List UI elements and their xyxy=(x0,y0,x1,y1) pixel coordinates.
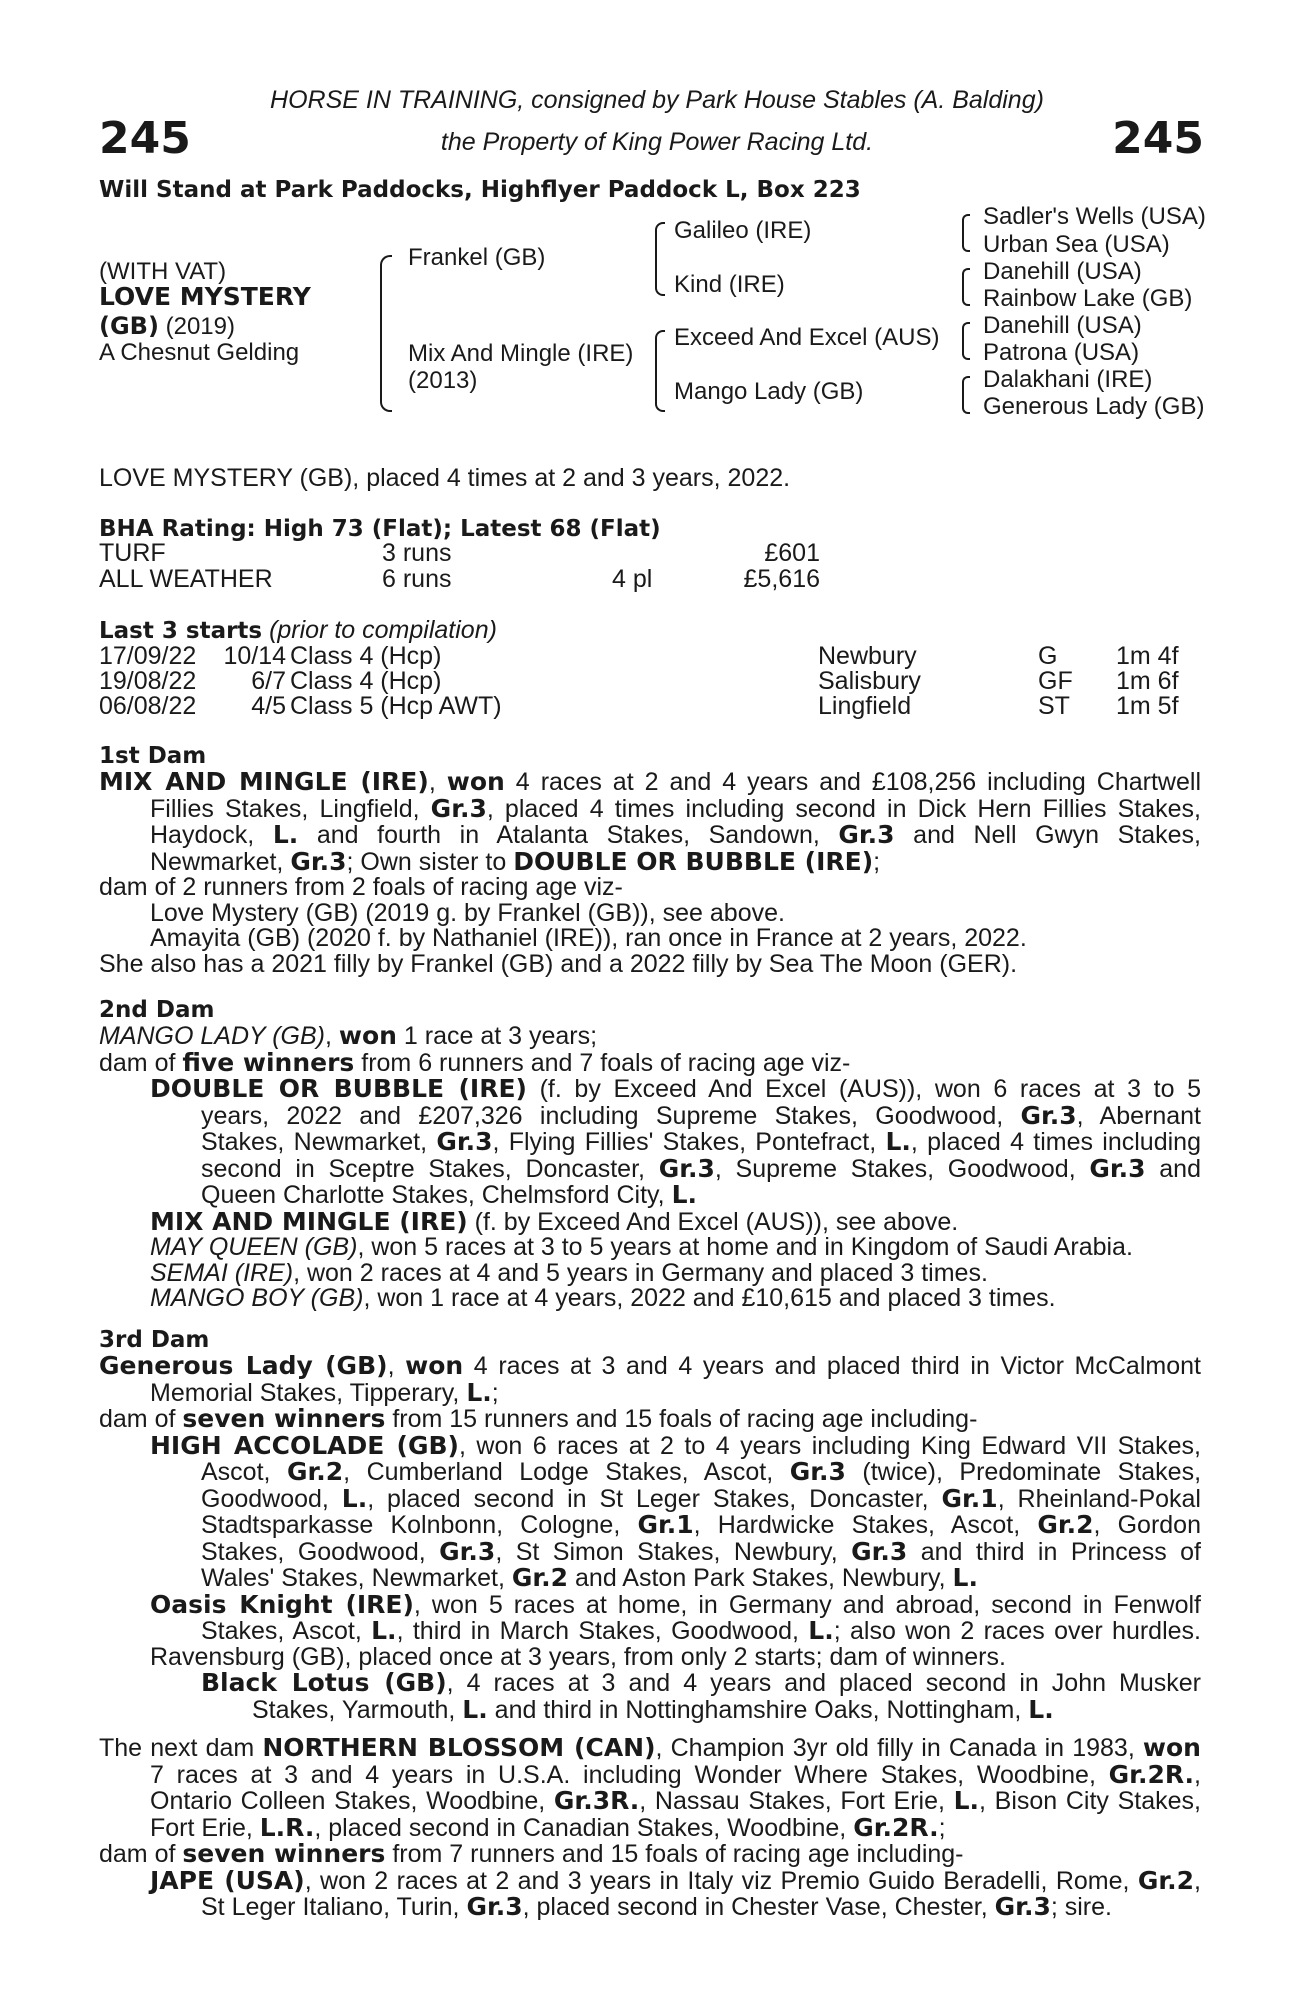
g4-1: Sadler's Wells (USA) xyxy=(983,203,1206,230)
horse-country: (GB) xyxy=(99,312,159,340)
last-starts-heading xyxy=(99,618,497,645)
third-dam-title: 3rd Dam xyxy=(99,1327,210,1353)
horse-year: (2019) xyxy=(165,313,235,340)
g4-8: Generous Lady (GB) xyxy=(983,393,1205,420)
rating-surface: TURF xyxy=(99,539,166,567)
dam-line: 7 races at 3 and 4 years in U.S.A. including Wonder Where Stakes, Woodbine, Gr.2R., xyxy=(150,1759,1201,1789)
horse-name: LOVE MYSTERY xyxy=(99,282,311,311)
second-dam-title: 2nd Dam xyxy=(99,997,215,1023)
pedigree-brace-g3-2 xyxy=(962,268,970,306)
g4-5: Danehill (USA) xyxy=(983,312,1142,339)
bha-rating: BHA Rating: High 73 (Flat); Latest 68 (Flat) xyxy=(99,516,661,542)
last-starts-note: (prior to compilation) xyxy=(269,616,497,644)
dam-line: Generous Lady (GB), won 4 races at 3 and 4 years and placed third in Victor McCalmont xyxy=(99,1351,1201,1380)
dam-line: MIX AND MINGLE (IRE), won 4 races at 2 and 4 years and £108,256 including Chartwell xyxy=(99,767,1202,796)
dam-line: MANGO BOY (GB), won 1 race at 4 years, 2022 and £10,615 and placed 3 times. xyxy=(150,1284,1056,1312)
rating-surface: ALL WEATHER xyxy=(99,565,273,593)
dam-line: dam of seven winners from 15 runners and 15 foals of racing age including- xyxy=(99,1404,978,1433)
dam-line: Fillies Stakes, Lingfield, Gr.3, placed 4 times including second in Dick Hern Fillies Stakes, xyxy=(150,793,1201,823)
sire: Frankel (GB) xyxy=(408,244,546,271)
race-summary: LOVE MYSTERY (GB), placed 4 times at 2 and 3 years, 2022. xyxy=(99,464,791,492)
start-going: G xyxy=(1038,642,1058,670)
second-dam-section xyxy=(99,1023,1201,1312)
property-line: the Property of King Power Racing Ltd. xyxy=(440,128,874,156)
dam-line: Haydock, L. and fourth in Atalanta Stakes, Sandown, Gr.3 and Nell Gwyn Stakes, xyxy=(150,820,1201,849)
dam-line: Wales' Stakes, Newmarket, Gr.2 and Aston Park Stakes, Newbury, L. xyxy=(201,1563,978,1592)
next-dam-section xyxy=(99,1735,1201,1921)
horse-description: A Chesnut Gelding xyxy=(99,339,300,366)
g4-7: Dalakhani (IRE) xyxy=(983,366,1153,393)
third-dam-section xyxy=(99,1353,1201,1723)
dam-line: MAY QUEEN (GB), won 5 races at 3 to 5 years at home and in Kingdom of Saudi Arabia. xyxy=(150,1233,1133,1261)
g4-6: Patrona (USA) xyxy=(983,339,1140,366)
start-date: 19/08/22 xyxy=(99,667,197,695)
dam-line: dam of seven winners from 7 runners and 15 foals of racing age including- xyxy=(99,1839,964,1868)
last-starts-title: Last 3 starts xyxy=(99,618,263,644)
start-going: GF xyxy=(1038,667,1073,695)
sire-sire: Galileo (IRE) xyxy=(674,217,812,244)
dam-line: Stakes, Newmarket, Gr.3, Flying Fillies' Stakes, Pontefract, L., placed 4 times including xyxy=(201,1127,1201,1156)
start-distance: 1m 5f xyxy=(1116,692,1179,720)
dam-line: Memorial Stakes, Tipperary, L.; xyxy=(150,1377,499,1407)
lot-number-left: 245 xyxy=(99,113,191,164)
dam-year: (2013) xyxy=(408,367,478,394)
dam-line: Stadtsparkasse Kolnbonn, Cologne, Gr.1, Hardwicke Stakes, Ascot, Gr.2, Gordon xyxy=(201,1510,1201,1539)
dam-line: She also has a 2021 filly by Frankel (GB) and a 2022 filly by Sea The Moon (GER). xyxy=(99,949,1018,978)
vat-note: (WITH VAT) xyxy=(99,258,227,285)
g4-4: Rainbow Lake (GB) xyxy=(983,285,1193,312)
dam-line: Newmarket, Gr.3; Own sister to DOUBLE OR BUBBLE (IRE); xyxy=(150,846,881,876)
dam-line: second in Sceptre Stakes, Doncaster, Gr.3, Supreme Stakes, Goodwood, Gr.3 and xyxy=(201,1153,1201,1183)
dam-line: SEMAI (IRE), won 2 races at 4 and 5 years in Germany and placed 3 times. xyxy=(150,1258,988,1287)
start-position: 4/5 xyxy=(251,692,286,720)
g4-2: Urban Sea (USA) xyxy=(983,231,1170,258)
lot-number-right: 245 xyxy=(1112,113,1204,164)
start-date: 17/09/22 xyxy=(99,642,197,670)
rating-prize: £5,616 xyxy=(743,565,820,593)
dam-line: DOUBLE OR BUBBLE (IRE) (f. by Exceed And Excel (AUS)), won 6 races at 3 to 5 xyxy=(150,1074,1201,1103)
dam-line: MANGO LADY (GB), won 1 race at 3 years; xyxy=(99,1021,598,1050)
first-dam-section xyxy=(99,769,1201,977)
dam-line: Love Mystery (GB) (2019 g. by Frankel (GB)), see above. xyxy=(150,898,785,927)
dam-dam: Mango Lady (GB) xyxy=(674,378,864,405)
dam-line: St Leger Italiano, Turin, Gr.3, placed second in Chester Vase, Chester, Gr.3; sire. xyxy=(201,1892,1112,1921)
dam-line: dam of 2 runners from 2 foals of racing age viz- xyxy=(99,873,623,901)
start-position: 6/7 xyxy=(251,667,286,695)
pedigree-brace-g3-3 xyxy=(962,322,970,360)
rating-runs: 6 runs xyxy=(382,565,452,593)
dam-line: dam of five winners from 6 runners and 7 foals of racing age viz- xyxy=(99,1047,851,1077)
dam-line: Oasis Knight (IRE), won 5 races at home, in Germany and abroad, second in Fenwolf xyxy=(150,1589,1201,1619)
dam-line: Amayita (GB) (2020 f. by Nathaniel (IRE)), ran once in France at 2 years, 2022. xyxy=(150,924,1027,952)
dam-line: MIX AND MINGLE (IRE) (f. by Exceed And Excel (AUS)), see above. xyxy=(150,1206,959,1236)
rating-placed: 4 pl xyxy=(612,565,653,593)
pedigree-brace-sire xyxy=(655,222,665,296)
dam-sire: Exceed And Excel (AUS) xyxy=(674,324,940,351)
start-going: ST xyxy=(1038,692,1070,720)
start-class: Class 4 (Hcp) xyxy=(290,642,442,670)
start-date: 06/08/22 xyxy=(99,692,197,720)
rating-runs: 3 runs xyxy=(382,539,452,567)
dam-line: Ontario Colleen Stakes, Woodbine, Gr.3R., Nassau Stakes, Fort Erie, L., Bison City Stakes, xyxy=(150,1786,1201,1815)
pedigree-brace-g3-1 xyxy=(962,214,970,252)
dam-line: Ravensburg (GB), placed once at 3 years, from only 2 starts; dam of winners. xyxy=(150,1642,1006,1671)
consignor-line: HORSE IN TRAINING, consigned by Park House Stables (A. Balding) xyxy=(270,86,1044,114)
dam-line: Fort Erie, L.R., placed second in Canadian Stakes, Woodbine, Gr.2R.; xyxy=(150,1812,946,1842)
dam: Mix And Mingle (IRE) xyxy=(408,340,634,367)
pedigree-brace-dam xyxy=(655,330,665,412)
rating-prize: £601 xyxy=(764,539,820,567)
dam-line: Stakes, Ascot, L., third in March Stakes, Goodwood, L.; also won 2 races over hurdles. xyxy=(201,1616,1201,1645)
pedigree-brace-g3-4 xyxy=(962,376,970,414)
sire-dam: Kind (IRE) xyxy=(674,271,785,298)
horse-country-year xyxy=(99,313,235,340)
start-course: Newbury xyxy=(818,642,917,670)
start-distance: 1m 6f xyxy=(1116,667,1179,695)
dam-line: HIGH ACCOLADE (GB), won 6 races at 2 to 4 years including King Edward VII Stakes, xyxy=(150,1430,1201,1460)
dam-line: JAPE (USA), won 2 races at 2 and 3 years in Italy viz Premio Guido Beradelli, Rome, Gr.2, xyxy=(150,1865,1201,1895)
dam-line: Black Lotus (GB), 4 races at 3 and 4 years and placed second in John Musker xyxy=(201,1668,1201,1697)
first-dam-title: 1st Dam xyxy=(99,743,207,769)
start-course: Salisbury xyxy=(818,667,921,695)
dam-line: Stakes, Yarmouth, L. and third in Nottinghamshire Oaks, Nottingham, L. xyxy=(252,1694,1054,1724)
stand-location: Will Stand at Park Paddocks, Highflyer Paddock L, Box 223 xyxy=(99,177,861,203)
dam-line: Stakes, Goodwood, Gr.3, St Simon Stakes, Newbury, Gr.3 and third in Princess of xyxy=(201,1536,1201,1566)
dam-line: Queen Charlotte Stakes, Chelmsford City, L. xyxy=(201,1180,698,1209)
start-distance: 1m 4f xyxy=(1116,642,1179,670)
start-position: 10/14 xyxy=(223,642,286,670)
dam-line: The next dam NORTHERN BLOSSOM (CAN), Champion 3yr old filly in Canada in 1983, won xyxy=(99,1733,1201,1762)
pedigree-brace-gen1 xyxy=(380,255,392,412)
dam-line: Goodwood, L., placed second in St Leger Stakes, Doncaster, Gr.1, Rheinland-Pokal xyxy=(201,1483,1201,1513)
g4-3: Danehill (USA) xyxy=(983,258,1142,285)
start-class: Class 4 (Hcp) xyxy=(290,667,442,695)
start-course: Lingfield xyxy=(818,692,912,720)
start-class: Class 5 (Hcp AWT) xyxy=(290,692,502,720)
dam-line: years, 2022 and £207,326 including Supreme Stakes, Goodwood, Gr.3, Abernant xyxy=(201,1100,1202,1130)
dam-line: Ascot, Gr.2, Cumberland Lodge Stakes, Ascot, Gr.3 (twice), Predominate Stakes, xyxy=(201,1457,1202,1486)
